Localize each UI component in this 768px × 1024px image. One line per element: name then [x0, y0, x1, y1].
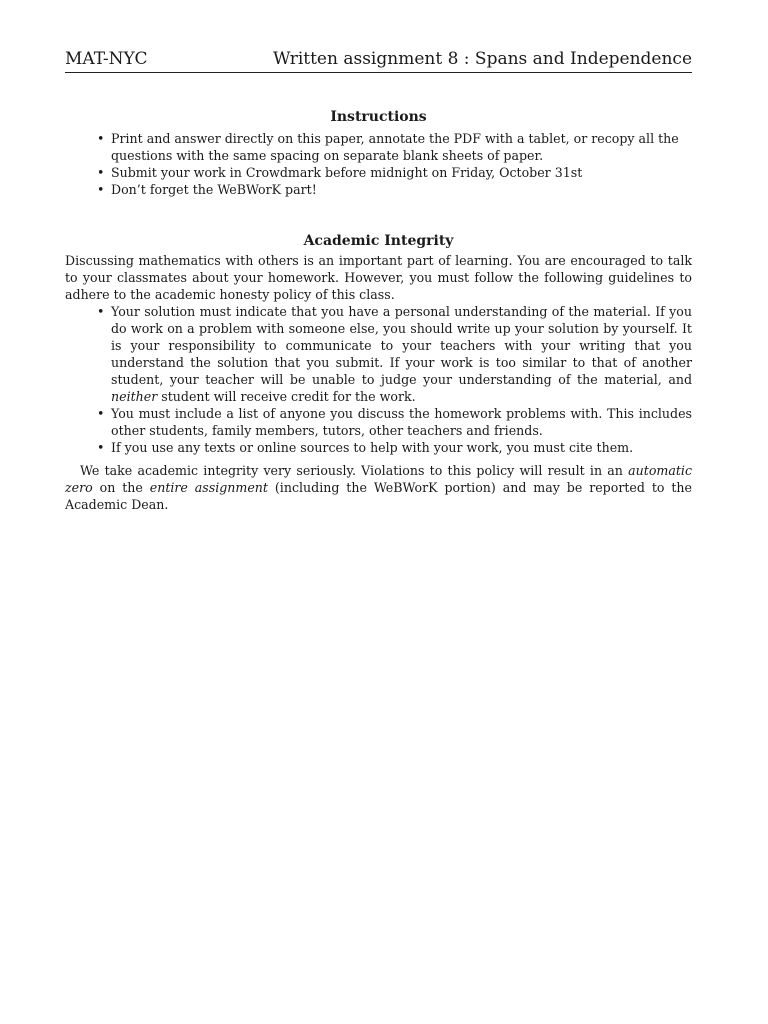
integrity-rule-text: You must include a list of anyone you discuss the homework problems with. This includes other students, family members, tutors, other teachers and friends.: [111, 406, 692, 438]
integrity-intro: Discussing mathematics with others is an important part of learning. You are encouraged to talk to your classmates about your homework. However, you must follow the following guidelines to adhere to the academic honesty policy of this class.: [65, 253, 692, 302]
list-item: [65, 181, 692, 198]
bullet-icon: •: [97, 131, 105, 146]
instruction-text: Submit your work in Crowdmark before midnight on Friday, October 31st: [111, 165, 583, 180]
bullet-icon: •: [97, 304, 105, 319]
academic-integrity-heading: Academic Integrity: [303, 233, 454, 249]
list-item: [65, 439, 692, 456]
page-header: [65, 48, 692, 73]
document-page: [65, 48, 692, 513]
integrity-rule-text: Your solution must indicate that you have a personal understanding of the material. If you do work on a problem with someone else, you should write up your solution by yourself. It is your responsibility to communicate to your teachers with your writing that you understand the solution that you submit. If your work is too similar to that of another student, your teacher will be unable to judge your understanding of the material, and neither student will receive credit for the work.: [111, 304, 692, 404]
list-item: [65, 405, 692, 439]
bullet-icon: •: [97, 182, 105, 197]
instructions-heading: Instructions: [330, 109, 427, 125]
assignment-title: Written assignment 8 : Spans and Independence: [273, 49, 692, 69]
instruction-text: Don’t forget the WeBWorK part!: [111, 182, 317, 197]
bullet-icon: •: [97, 165, 105, 180]
emphasis-text: automatic zero: [65, 463, 692, 495]
list-item: [65, 164, 692, 181]
integrity-rule-text: If you use any texts or online sources to help with your work, you must cite them.: [111, 440, 634, 455]
bullet-icon: •: [97, 440, 105, 455]
instruction-text: Print and answer directly on this paper, annotate the PDF with a tablet, or recopy all the questions with the same spacing on separate blank sheets of paper.: [111, 131, 679, 163]
list-item: [65, 130, 692, 164]
list-item: [65, 303, 692, 405]
instructions-list: [65, 130, 692, 198]
integrity-closing-paragraph: We take academic integrity very seriously. Violations to this policy will result in an automatic zero on the entire assignment (including the WeBWorK portion) and may be reported to the Academic Dean.: [65, 463, 692, 512]
bullet-icon: •: [97, 406, 105, 421]
course-code: MAT-NYC: [65, 49, 148, 69]
emphasis-text: entire assignment: [149, 480, 268, 495]
emphasis-text: neither: [111, 389, 158, 404]
integrity-list: [65, 303, 692, 456]
